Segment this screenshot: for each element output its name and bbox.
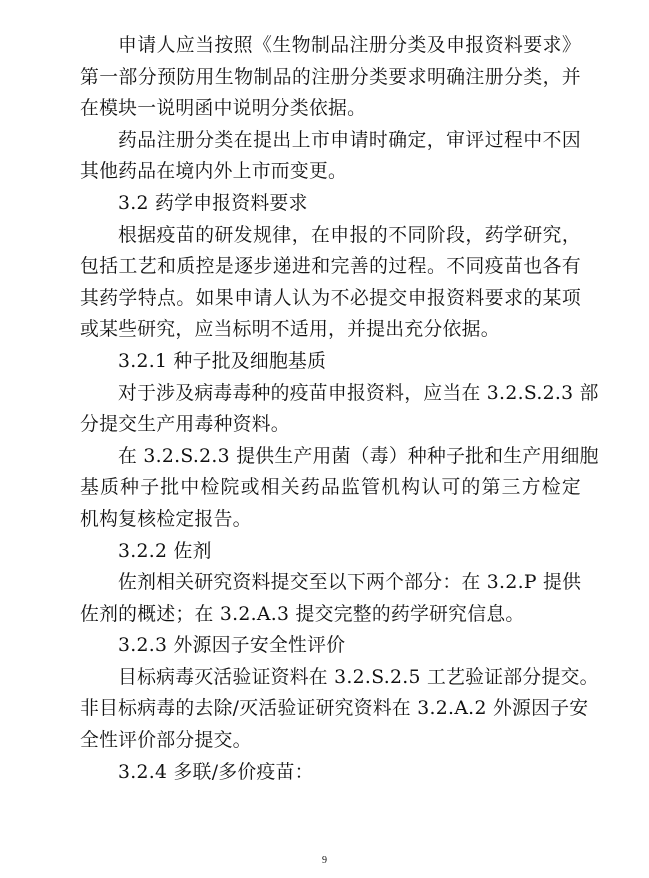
subsection-heading: 3.2.2 佐剂 — [118, 540, 212, 562]
body-text-line: 目标病毒灭活验证资料在 3.2.S.2.5 工艺验证部分提交。 — [118, 666, 599, 688]
body-text-line: 佐剂相关研究资料提交至以下两个部分：在 3.2.P 提供 — [118, 572, 582, 594]
body-text-line: 非目标病毒的去除/灭活验证研究资料在 3.2.A.2 外源因子安 — [80, 698, 589, 720]
body-text-line: 申请人应当按照《生物制品注册分类及申报资料要求》 — [118, 35, 581, 56]
subsection-heading: 3.2.4 多联/多价疫苗： — [118, 761, 314, 783]
body-text-line: 或某些研究，应当标明不适用，并提出充分依据。 — [80, 319, 500, 341]
body-text-line: 在模块一说明函中说明分类依据。 — [80, 98, 367, 120]
body-text-line: 基质种子批中检院或相关药品监管机构认可的第三方检定 — [80, 477, 581, 499]
body-text-line: 对于涉及病毒毒种的疫苗申报资料，应当在 3.2.S.2.3 部 — [118, 382, 599, 404]
section-heading: 3.2 药学申报资料要求 — [118, 192, 308, 214]
document-body — [80, 30, 599, 788]
body-text-line: 其药学特点。如果申请人认为不必提交申报资料要求的某项 — [80, 287, 581, 309]
subsection-heading: 3.2.3 外源因子安全性评价 — [118, 635, 346, 657]
body-text-line: 包括工艺和质控是逐步递进和完善的过程。不同疫苗也各有 — [80, 256, 581, 278]
body-text-line: 佐剂的概述；在 3.2.A.3 提交完整的药学研究信息。 — [80, 603, 525, 625]
body-text-line: 在 3.2.S.2.3 提供生产用菌（毒）种种子批和生产用细胞 — [118, 445, 599, 467]
body-text-line: 根据疫苗的研发规律，在申报的不同阶段，药学研究， — [118, 224, 581, 246]
subsection-heading: 3.2.1 种子批及细胞基质 — [118, 350, 327, 372]
body-text-line: 药品注册分类在提出上市申请时确定，审评过程中不因 — [118, 129, 581, 151]
body-text-line: 分提交生产用毒种资料。 — [80, 414, 290, 436]
body-text-line: 全性评价部分提交。 — [80, 730, 252, 752]
body-text-line: 第一部分预防用生物制品的注册分类要求明确注册分类，并 — [80, 66, 581, 88]
page-number: 9 — [322, 855, 327, 866]
body-text-line: 机构复核检定报告。 — [80, 508, 252, 530]
body-text-line: 其他药品在境内外上市而变更。 — [80, 161, 348, 183]
